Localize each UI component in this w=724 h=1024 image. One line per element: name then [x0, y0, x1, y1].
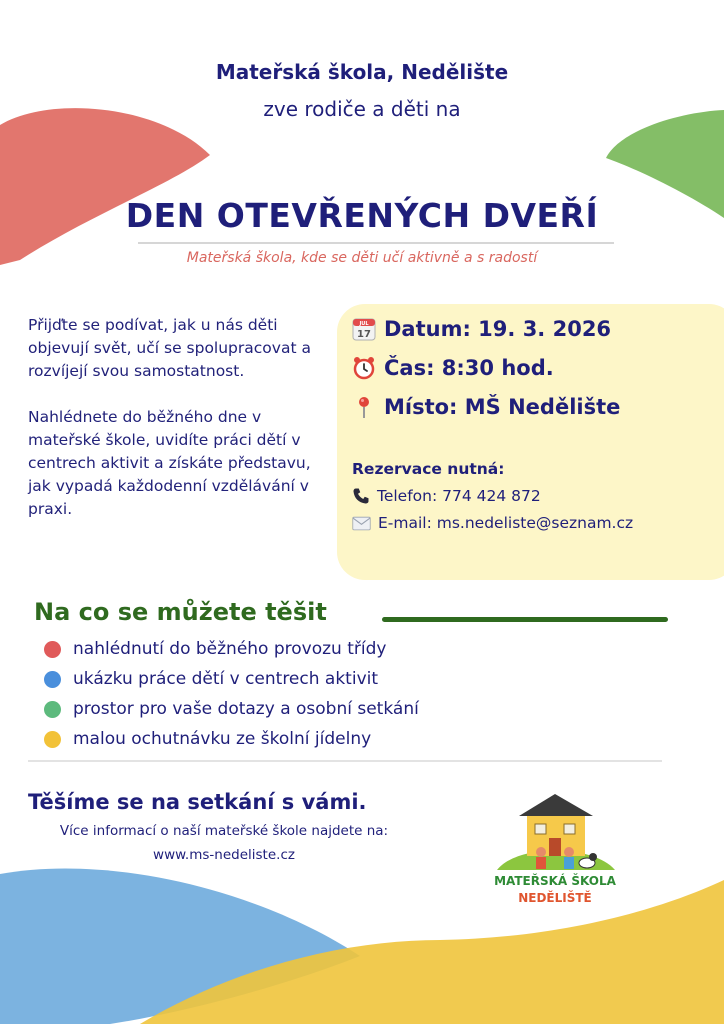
event-time-text: Čas: 8:30 hod. [384, 356, 554, 380]
closing-divider [28, 760, 662, 762]
event-title: DEN OTEVŘENÝCH DVEŘÍ [125, 196, 599, 235]
yellow-bullet-icon [44, 731, 61, 748]
calendar-icon [352, 317, 376, 341]
email-address: E-mail: ms.nedeliste@seznam.cz [378, 514, 634, 532]
contact-email [352, 514, 633, 532]
event-place-text: Místo: MŠ Nedělište [384, 395, 621, 419]
logo-text-town: NEDĚLIŠTĚ [518, 891, 592, 905]
intro-paragraph-2: Nahlédnete do běžného dne v mateřské škole, uvidíte práci dětí v centrech aktivit a získáte představu, jak vypadá každodenní vzdělávání v praxi. [28, 408, 311, 518]
school-slogan: Mateřská škola, kde se děti učí aktivně a s radostí [186, 250, 538, 266]
school-name: Mateřská škola, Nedělište [215, 60, 509, 84]
title-divider [138, 242, 614, 244]
list-item-text: prostor pro vaše dotazy a osobní setkání [73, 699, 419, 719]
yellow-blob-shape [140, 880, 724, 1024]
website-link[interactable]: www.ms-nedeliste.cz [153, 847, 295, 863]
expect-list [44, 634, 419, 754]
intro-paragraph-1: Přijďte se podívat, jak u nás děti objevují svět, učí se spolupracovat a rozvíjejí svou samostatnost. [28, 316, 311, 380]
phone-number: Telefon: 774 424 872 [377, 487, 541, 505]
list-item-text: ukázku práce dětí v centrech aktivit [73, 669, 379, 689]
expect-heading: Na co se můžete těšit [34, 598, 327, 626]
event-info-box [337, 304, 724, 580]
blue-bullet-icon [44, 671, 61, 688]
event-date [352, 317, 611, 341]
logo-text-school: MATEŘSKÁ ŠKOLA [494, 874, 616, 888]
red-bullet-icon [44, 641, 61, 658]
green-bullet-icon [44, 701, 61, 718]
list-item [44, 664, 419, 694]
alarm-clock-icon [352, 356, 376, 380]
calendar-month-label: JUL [359, 321, 369, 327]
pushpin-icon [352, 395, 376, 419]
phone-icon [352, 487, 370, 505]
list-item [44, 694, 419, 724]
list-item-text: malou ochutnávku ze školní jídelny [73, 729, 372, 749]
intro-text [28, 314, 338, 521]
list-item [44, 634, 419, 664]
event-time [352, 356, 554, 380]
invite-line: zve rodiče a děti na [263, 97, 461, 121]
expect-heading-rule [382, 617, 668, 622]
calendar-day-label: 17 [357, 329, 371, 340]
closing-title: Těšíme se na setkání s vámi. [28, 790, 367, 814]
list-item-text: nahlédnutí do běžného provozu třídy [73, 639, 387, 659]
contact-phone [352, 487, 541, 505]
more-info-text: Více informací o naší mateřské škole najdete na: [59, 823, 389, 839]
event-place [352, 395, 620, 419]
event-date-text: Datum: 19. 3. 2026 [384, 317, 612, 341]
reservation-heading: Rezervace nutná: [352, 460, 505, 478]
envelope-icon [352, 516, 371, 531]
list-item [44, 724, 419, 754]
